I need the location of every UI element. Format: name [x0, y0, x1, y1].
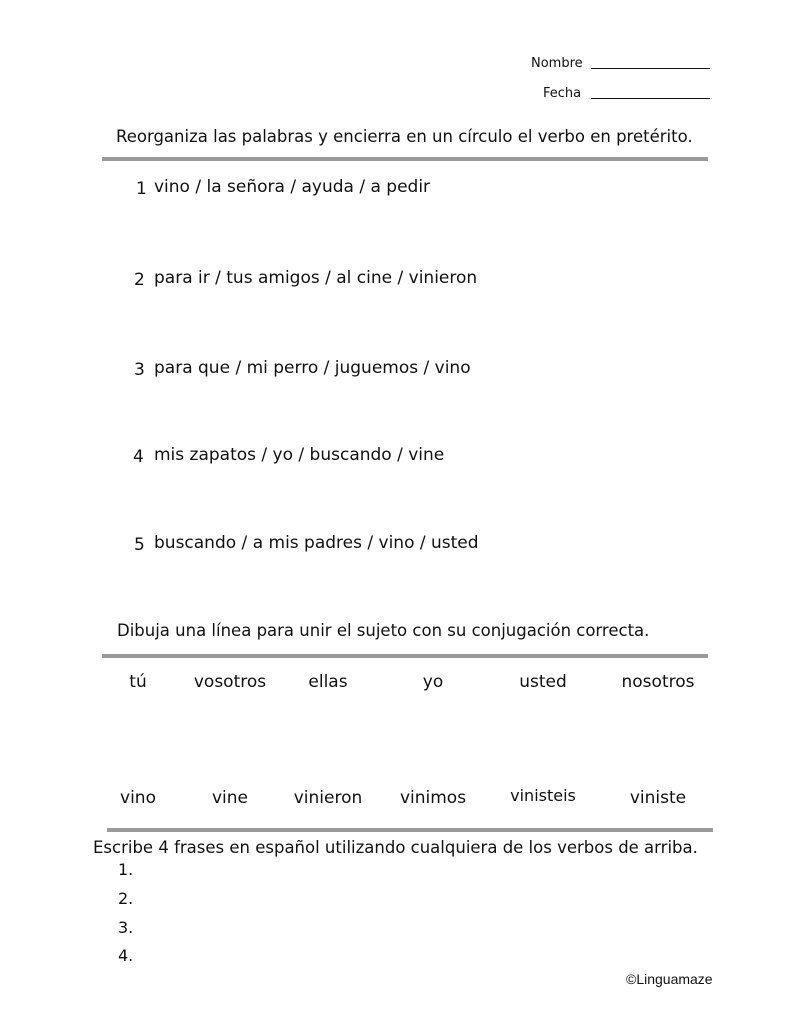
verb-word[interactable]: vino — [120, 788, 156, 808]
verb-word[interactable]: vinimos — [399, 788, 467, 808]
section3-instruction: Escribe 4 frases en español utilizando cualquiera de los verbos de arriba. — [93, 838, 698, 857]
item-text: mis zapatos / yo / buscando / vine — [154, 445, 445, 465]
verb-word[interactable]: vinisteis — [510, 786, 576, 805]
sentence-line-number: 4. — [118, 946, 134, 965]
subject-word[interactable]: ellas — [308, 672, 348, 692]
date-label: Fecha — [543, 86, 582, 101]
item-number: 2 — [134, 270, 145, 290]
subject-word[interactable]: vosotros — [193, 672, 267, 692]
item-text: para ir / tus amigos / al cine / vinieron — [154, 268, 478, 288]
sentence-line-number: 2. — [118, 889, 134, 908]
item-number: 5 — [134, 535, 145, 555]
subject-word[interactable]: usted — [519, 672, 567, 692]
item-text: para que / mi perro / juguemos / vino — [154, 358, 471, 378]
item-number: 1 — [136, 179, 147, 199]
verb-word[interactable]: vinieron — [293, 788, 363, 808]
section1-instruction: Reorganiza las palabras y encierra en un círculo el verbo en pretérito. — [116, 127, 693, 146]
item-text: buscando / a mis padres / vino / usted — [154, 533, 479, 553]
verb-word[interactable]: vine — [211, 788, 249, 808]
subject-word[interactable]: yo — [422, 672, 444, 692]
verb-word[interactable]: viniste — [629, 788, 687, 808]
sentence-line-number: 1. — [118, 860, 134, 879]
copyright-text: ©Linguamaze — [626, 971, 713, 987]
sentence-line-number: 3. — [118, 918, 134, 937]
item-number: 3 — [134, 360, 145, 380]
item-number: 4 — [133, 447, 144, 467]
section1-divider — [102, 157, 708, 161]
name-label: Nombre — [531, 56, 583, 71]
date-field[interactable] — [591, 98, 710, 99]
subject-word[interactable]: nosotros — [621, 672, 695, 692]
section2-instruction: Dibuja una línea para unir el sujeto con su conjugación correcta. — [117, 621, 650, 640]
section2-divider — [102, 654, 708, 658]
subject-word[interactable]: tú — [129, 672, 147, 692]
name-field[interactable] — [591, 68, 710, 69]
item-text: vino / la señora / ayuda / a pedir — [154, 177, 431, 197]
section3-divider — [107, 828, 713, 832]
